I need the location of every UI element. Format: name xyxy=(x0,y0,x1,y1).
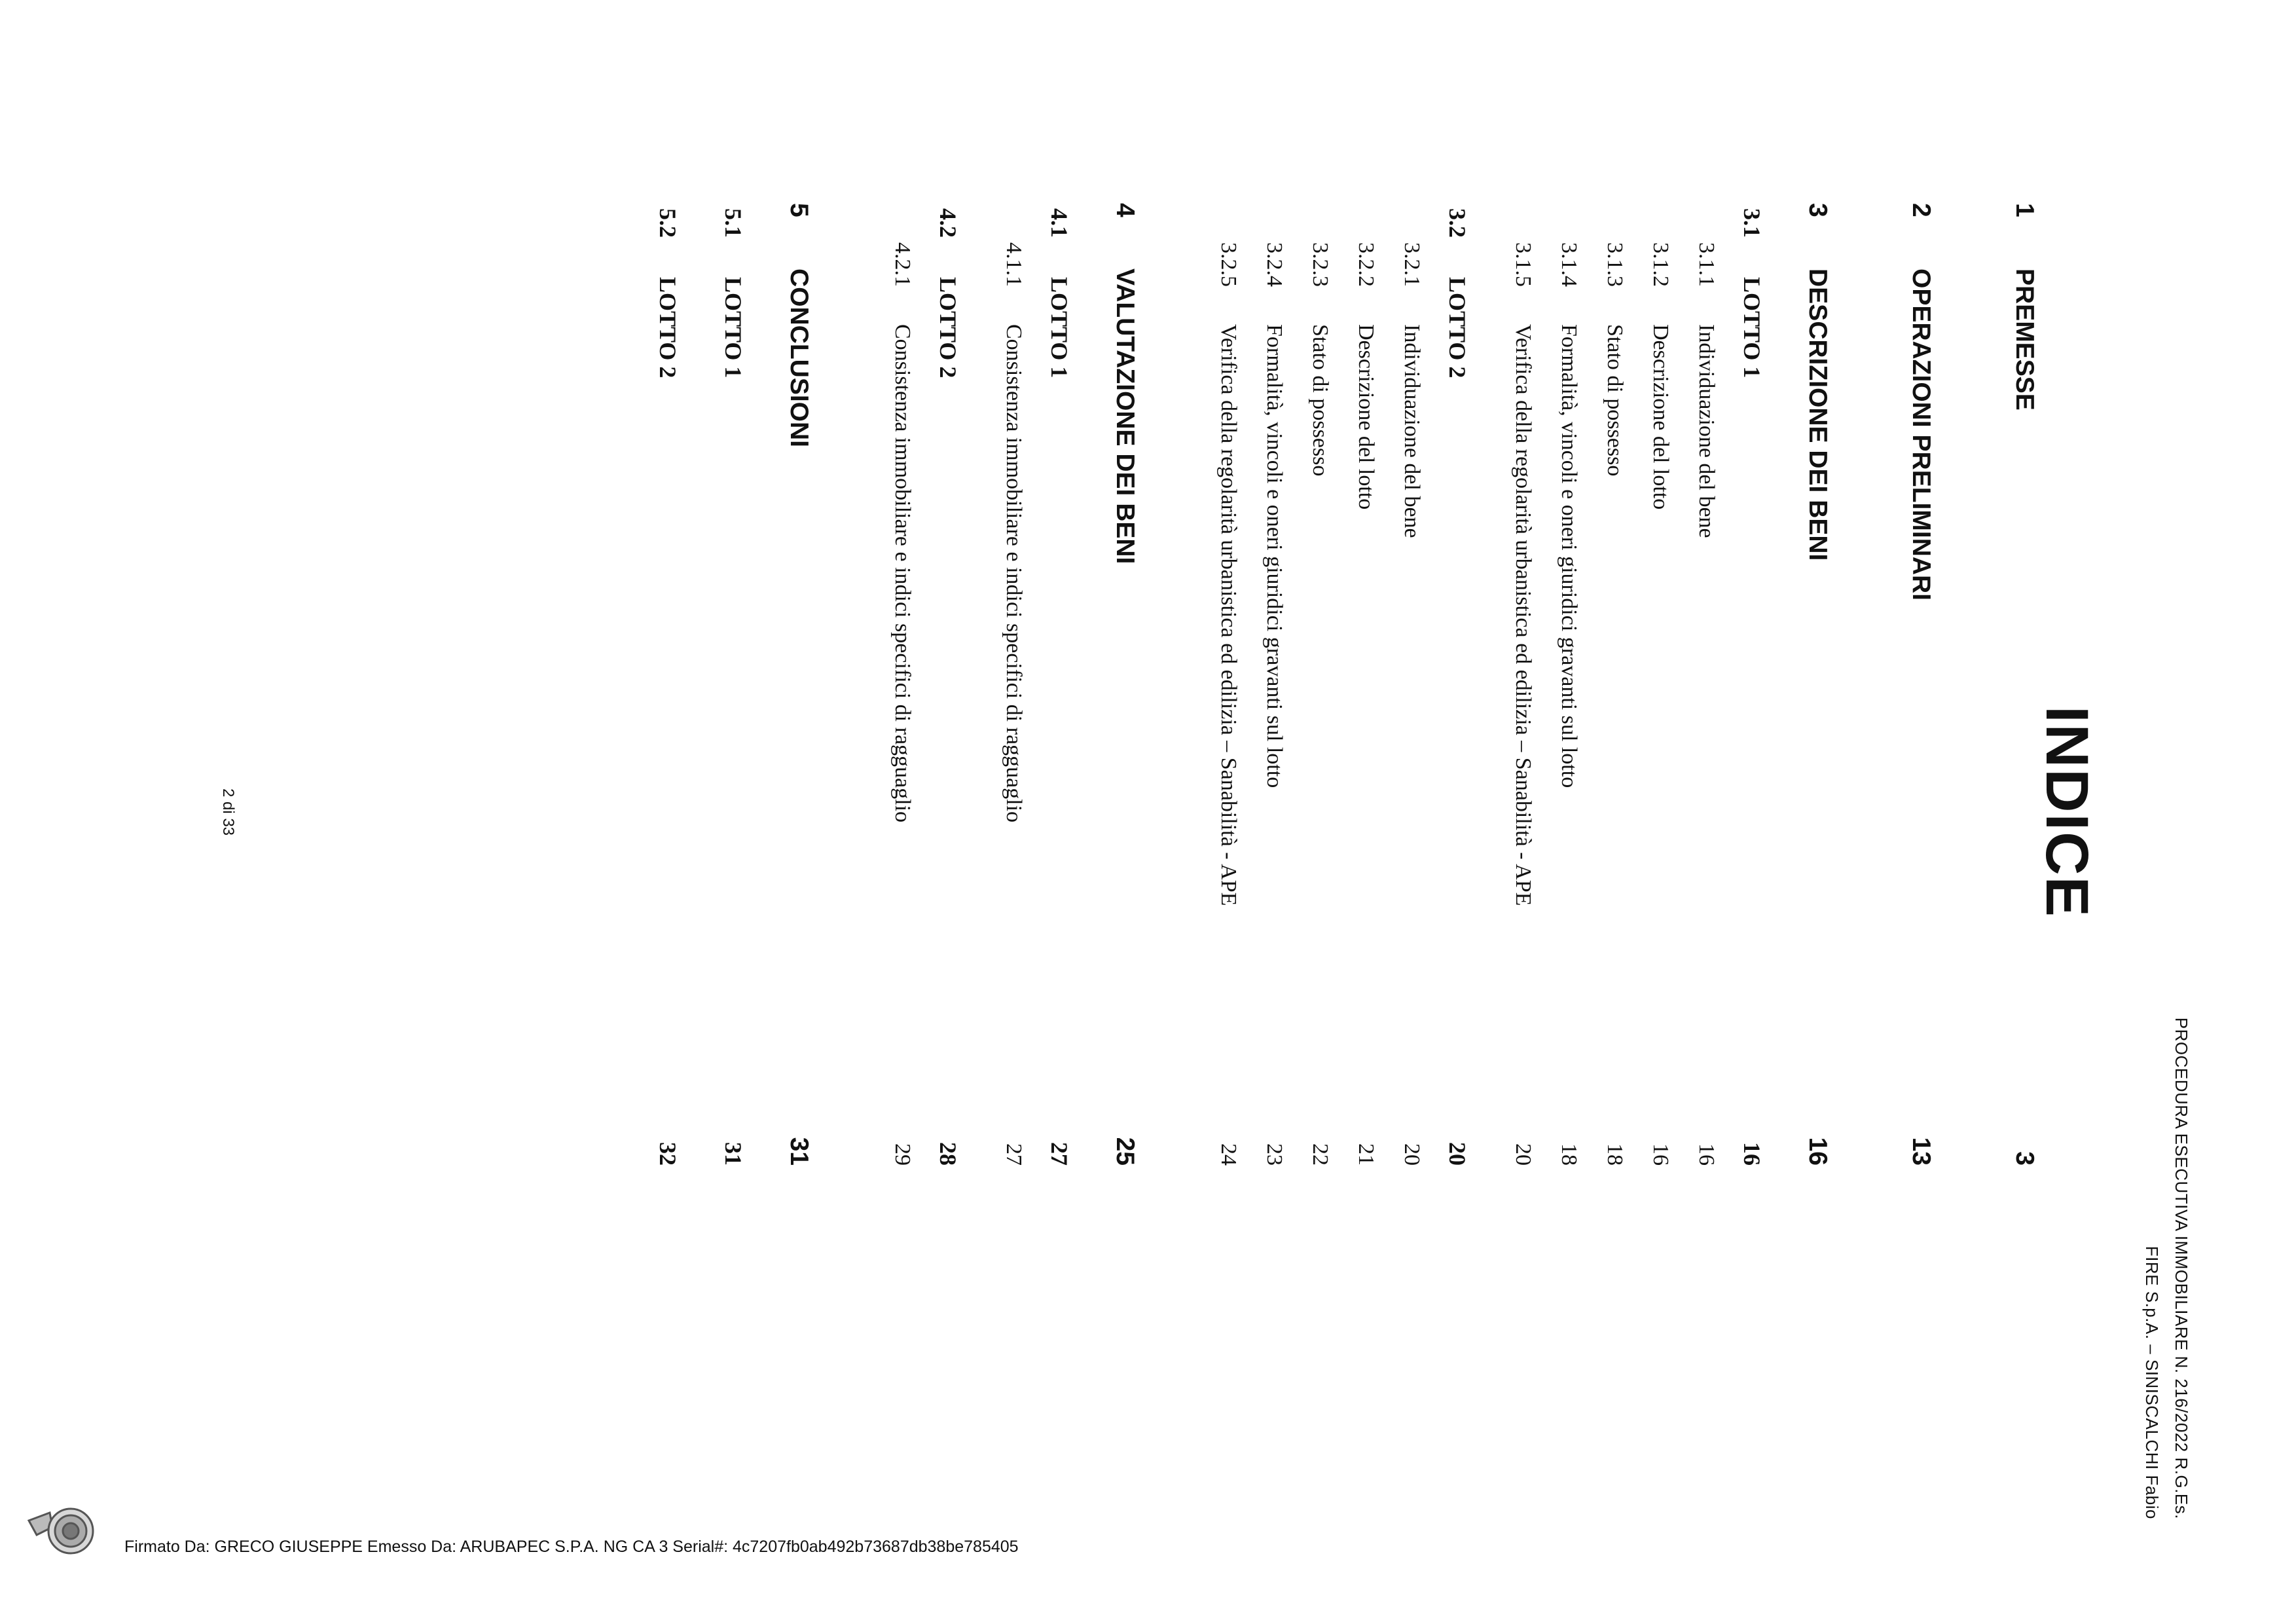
toc-entry-page: 27 xyxy=(1002,1143,1026,1166)
toc-entry-page: 16 xyxy=(1739,1142,1765,1166)
toc-entry-title: Consistenza immobiliare e indici specifici di ragguaglio xyxy=(890,324,915,823)
toc-entry-number: 4.1 xyxy=(1046,208,1072,238)
toc-entry xyxy=(773,0,825,1624)
toc-entry xyxy=(1033,0,1085,1624)
toc-entry-title: Descrizione del lotto xyxy=(1649,324,1673,510)
toc-entry-number: 4.2.1 xyxy=(890,242,915,287)
toc-entry xyxy=(1998,0,2050,1624)
toc-entry-page: 25 xyxy=(1111,1137,1139,1166)
toc-entry-number: 3.2.2 xyxy=(1354,242,1378,287)
toc-entry-page: 21 xyxy=(1354,1143,1378,1166)
toc-entry-page: 20 xyxy=(1511,1143,1535,1166)
toc-entry-title: Individuazione del bene xyxy=(1400,324,1424,538)
toc-entry xyxy=(1726,0,1778,1624)
toc-entry-number: 3.1.2 xyxy=(1649,242,1673,287)
toc-entry-title: LOTTO 1 xyxy=(1046,277,1072,378)
toc-entry-number: 5.2 xyxy=(655,208,681,238)
toc-entry-page: 3 xyxy=(2011,1151,2039,1166)
toc-entry-title: Descrizione del lotto xyxy=(1354,324,1378,510)
toc-entry-page: 16 xyxy=(1804,1137,1832,1166)
toc-entry-title: Stato di possesso xyxy=(1603,324,1627,477)
toc-entry-page: 31 xyxy=(720,1142,746,1166)
toc-entry xyxy=(1895,0,1947,1624)
toc-entry-number: 1 xyxy=(2011,203,2039,217)
toc-entry-title: LOTTO 2 xyxy=(1444,277,1470,378)
toc-entry-number: 4.2 xyxy=(935,208,961,238)
toc-entry xyxy=(1385,0,1438,1624)
toc-entry-title: OPERAZIONI PRELIMINARI xyxy=(1907,268,1935,601)
digital-signature-line: Firmato Da: GRECO GIUSEPPE Emesso Da: ARUBAPEC S.P.A. NG CA 3 Serial#: 4c7207fb0ab492b73687db38be785405 xyxy=(124,1538,1019,1556)
toc-entry-page: 20 xyxy=(1444,1142,1470,1166)
toc-entry-number: 3 xyxy=(1804,203,1832,217)
toc-entry xyxy=(1634,0,1686,1624)
toc-entry-page: 16 xyxy=(1649,1143,1673,1166)
toc-entry xyxy=(1791,0,1844,1624)
toc-entry-number: 3.1.5 xyxy=(1511,242,1535,287)
page-title: INDICE xyxy=(2033,706,2100,918)
toc-entry xyxy=(1248,0,1300,1624)
toc-entry-number: 3.2.3 xyxy=(1308,242,1332,287)
toc-entry-number: 3.2.5 xyxy=(1216,242,1241,287)
toc-entry xyxy=(642,0,694,1624)
toc-entry-page: 16 xyxy=(1694,1143,1719,1166)
toc-entry-title: LOTTO 2 xyxy=(655,277,681,378)
toc-entry-title: PREMESSE xyxy=(2011,268,2039,411)
toc-entry-number: 5 xyxy=(785,203,813,217)
toc-entry-title: Verifica della regolarità urbanistica ed edilizia – Sanabilità - APE xyxy=(1511,324,1535,906)
toc-entry xyxy=(922,0,974,1624)
toc-entry-number: 3.2.1 xyxy=(1400,242,1424,287)
toc-entry xyxy=(1497,0,1549,1624)
toc-entry-number: 4 xyxy=(1111,203,1139,217)
toc-entry-title: Formalità, vincoli e oneri giuridici gravanti sul lotto xyxy=(1557,324,1581,788)
toc-entry-title: Individuazione del bene xyxy=(1694,324,1719,538)
toc-entry-page: 31 xyxy=(785,1137,813,1166)
toc-entry-number: 4.1.1 xyxy=(1002,242,1026,287)
toc-entry-number: 3.1.1 xyxy=(1694,242,1719,287)
toc-entry xyxy=(707,0,759,1624)
toc-entry-page: 23 xyxy=(1262,1143,1286,1166)
toc-entry-number: 5.1 xyxy=(720,208,746,238)
toc-entry-number: 3.2 xyxy=(1444,208,1470,238)
page-number: 2 di 33 xyxy=(219,788,237,836)
toc-entry-title: LOTTO 1 xyxy=(1739,277,1765,378)
toc-entry-page: 29 xyxy=(890,1143,915,1166)
toc-entry-page: 18 xyxy=(1557,1143,1581,1166)
toc-entry-title: Formalità, vincoli e oneri giuridici gravanti sul lotto xyxy=(1262,324,1286,788)
toc-entry-number: 3.2.4 xyxy=(1262,242,1286,287)
toc-entry-number: 3.1.3 xyxy=(1603,242,1627,287)
header-parties: FIRE S.p.A. – SINISCALCHI Fabio xyxy=(2142,1246,2162,1519)
toc-entry-title: CONCLUSIONI xyxy=(785,268,813,447)
toc-entry xyxy=(1202,0,1254,1624)
signature-seal-icon xyxy=(24,1501,101,1564)
toc-entry-page: 18 xyxy=(1603,1143,1627,1166)
toc-entry-number: 3.1.4 xyxy=(1557,242,1581,287)
toc-entry-page: 22 xyxy=(1308,1143,1332,1166)
toc-entry-title: DESCRIZIONE DEI BENI xyxy=(1804,268,1832,561)
toc-entry-number: 3.1 xyxy=(1739,208,1765,238)
toc-entry-page: 27 xyxy=(1046,1142,1072,1166)
toc-entry-title: Verifica della regolarità urbanistica ed edilizia – Sanabilità - APE xyxy=(1216,324,1241,906)
toc-entry-title: LOTTO 1 xyxy=(720,277,746,378)
toc-entry-page: 20 xyxy=(1400,1143,1424,1166)
header-procedure: PROCEDURA ESECUTIVA IMMOBILIARE N. 216/2022 R.G.Es. xyxy=(2172,1017,2191,1519)
toc-entry-page: 32 xyxy=(655,1142,681,1166)
toc-entry xyxy=(1339,0,1392,1624)
toc-entry xyxy=(1680,0,1732,1624)
toc-entry xyxy=(1542,0,1595,1624)
toc-entry-page: 28 xyxy=(935,1142,961,1166)
toc-entry-title: Stato di possesso xyxy=(1308,324,1332,477)
toc-entry-number: 2 xyxy=(1907,203,1935,217)
toc-entry-title: Consistenza immobiliare e indici specifici di ragguaglio xyxy=(1002,324,1026,823)
toc-entry xyxy=(876,0,928,1624)
toc-entry xyxy=(1431,0,1484,1624)
toc-entry-title: VALUTAZIONE DEI BENI xyxy=(1111,268,1139,564)
toc-entry xyxy=(987,0,1040,1624)
toc-entry-title: LOTTO 2 xyxy=(935,277,961,378)
toc-entry-page: 24 xyxy=(1216,1143,1241,1166)
toc-entry xyxy=(1294,0,1346,1624)
toc-entry xyxy=(1588,0,1641,1624)
toc-entry xyxy=(1099,0,1151,1624)
toc-entry-page: 13 xyxy=(1907,1137,1935,1166)
